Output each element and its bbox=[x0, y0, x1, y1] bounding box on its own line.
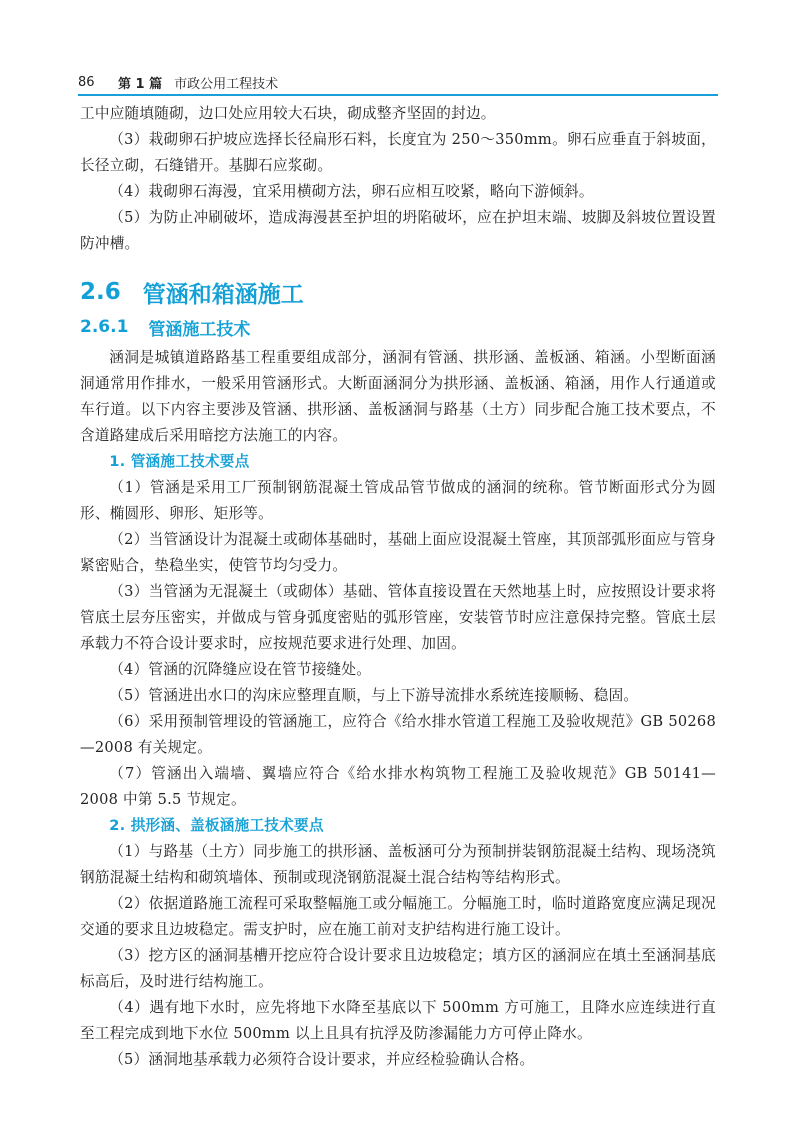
part2-item: （2）依据道路施工流程可采取整幅施工或分幅施工。分幅施工时，临时道路宽度应满足现况交通的要求且边坡稳定。需支护时，应在施工前对支护结构进行施工设计。 bbox=[80, 895, 716, 938]
part1-item: （5）管涵进出水口的沟床应整理直顺，与上下游导流排水系统连接顺畅、稳固。 bbox=[109, 687, 639, 704]
running-header bbox=[78, 70, 718, 94]
part2-item: （3）挖方区的涵洞基槽开挖应符合设计要求且边坡稳定；填方区的涵洞应在填土至涵洞基底标高后，及时进行结构施工。 bbox=[80, 947, 716, 990]
page-number: 86 bbox=[78, 74, 95, 90]
intro-paragraph-continued: 工中应随填随砌，边口处应用较大石块，砌成整齐坚固的封边。 bbox=[80, 105, 496, 122]
part2-item: （1）与路基（土方）同步施工的拱形涵、盖板涵可分为预制拼装钢筋混凝土结构、现场浇筑钢筋混凝土结构和砌筑墙体、预制或现浇钢筋混凝土混合结构等结构形式。 bbox=[80, 843, 716, 886]
part-title: 市政公用工程技术 bbox=[174, 76, 279, 92]
header-rule bbox=[78, 94, 718, 96]
part2-item: （4）遇有地下水时，应先将地下水降至基底以下 500mm 方可施工，且降水应连续进行直至工程完成到地下水位 500mm 以上且具有抗浮及防渗漏能力方可停止降水。 bbox=[80, 999, 716, 1042]
intro-item-3: （3）栽砌卵石护坡应选择长径扁形石料，长度宜为 250～350mm。卵石应垂直于斜坡面，长径立砌，石缝错开。基脚石应浆砌。 bbox=[80, 131, 716, 174]
lead-paragraph: 涵洞是城镇道路路基工程重要组成部分，涵洞有管涵、拱形涵、盖板涵、箱涵。小型断面涵洞通常用作排水，一般采用管涵形式。大断面涵洞分为拱形涵、盖板涵、箱涵，用作人行通道或车行道。以下内容主要涉及管涵、拱形涵、盖板涵洞与路基（土方）同步配合施工技术要点，不含道路建成后采用暗挖方法施工的内容。 bbox=[80, 349, 716, 444]
subsection-number: 2.6.1 bbox=[80, 317, 129, 337]
subsection-title: 管涵施工技术 bbox=[148, 319, 251, 340]
intro-block bbox=[80, 101, 716, 257]
intro-item-5: （5）为防止冲刷破坏，造成海漫甚至护坦的坍陷破坏，应在护坦末端、坡脚及斜坡位置设置防冲槽。 bbox=[80, 209, 716, 252]
main-body bbox=[80, 345, 716, 1073]
part1-item: （3）当管涵为无混凝土（或砌体）基础、管体直接设置在天然地基上时，应按照设计要求将管底土层夯压密实，并做成与管身弧度密贴的弧形管座，安装管节时应注意保持完整。管底土层承载力不符合设计要求时，应按规范要求进行处理、加固。 bbox=[80, 583, 716, 652]
part2-item: （5）涵洞地基承载力必须符合设计要求，并应经检验确认合格。 bbox=[109, 1051, 535, 1068]
part-label: 第 1 篇 bbox=[118, 76, 163, 92]
part1-item: （6）采用预制管埋设的管涵施工，应符合《给水排水管道工程施工及验收规范》GB 50268—2008 有关规定。 bbox=[80, 713, 716, 756]
section-heading bbox=[80, 275, 304, 309]
part1-item: （4）管涵的沉降缝应设在管节接缝处。 bbox=[109, 661, 372, 678]
subsection-heading bbox=[80, 314, 250, 340]
part1-item: （2）当管涵设计为混凝土或砌体基础时，基础上面应设混凝土管座，其顶部弧形面应与管身紧密贴合，垫稳坐实，使管节均匀受力。 bbox=[80, 531, 716, 574]
part2-heading: 2. 拱形涵、盖板涵施工技术要点 bbox=[109, 817, 324, 834]
part1-heading: 1. 管涵施工技术要点 bbox=[109, 453, 250, 470]
intro-item-4: （4）栽砌卵石海漫，宜采用横砌方法，卵石应相互咬紧，略向下游倾斜。 bbox=[109, 183, 594, 200]
part1-item: （1）管涵是采用工厂预制钢筋混凝土管成品管节做成的涵洞的统称。管节断面形式分为圆形、椭圆形、卵形、矩形等。 bbox=[80, 479, 716, 522]
part1-item: （7）管涵出入端墙、翼墙应符合《给水排水构筑物工程施工及验收规范》GB 50141—2008 中第 5.5 节规定。 bbox=[80, 765, 716, 808]
section-title: 管涵和箱涵施工 bbox=[142, 281, 304, 308]
section-number: 2.6 bbox=[80, 279, 121, 305]
